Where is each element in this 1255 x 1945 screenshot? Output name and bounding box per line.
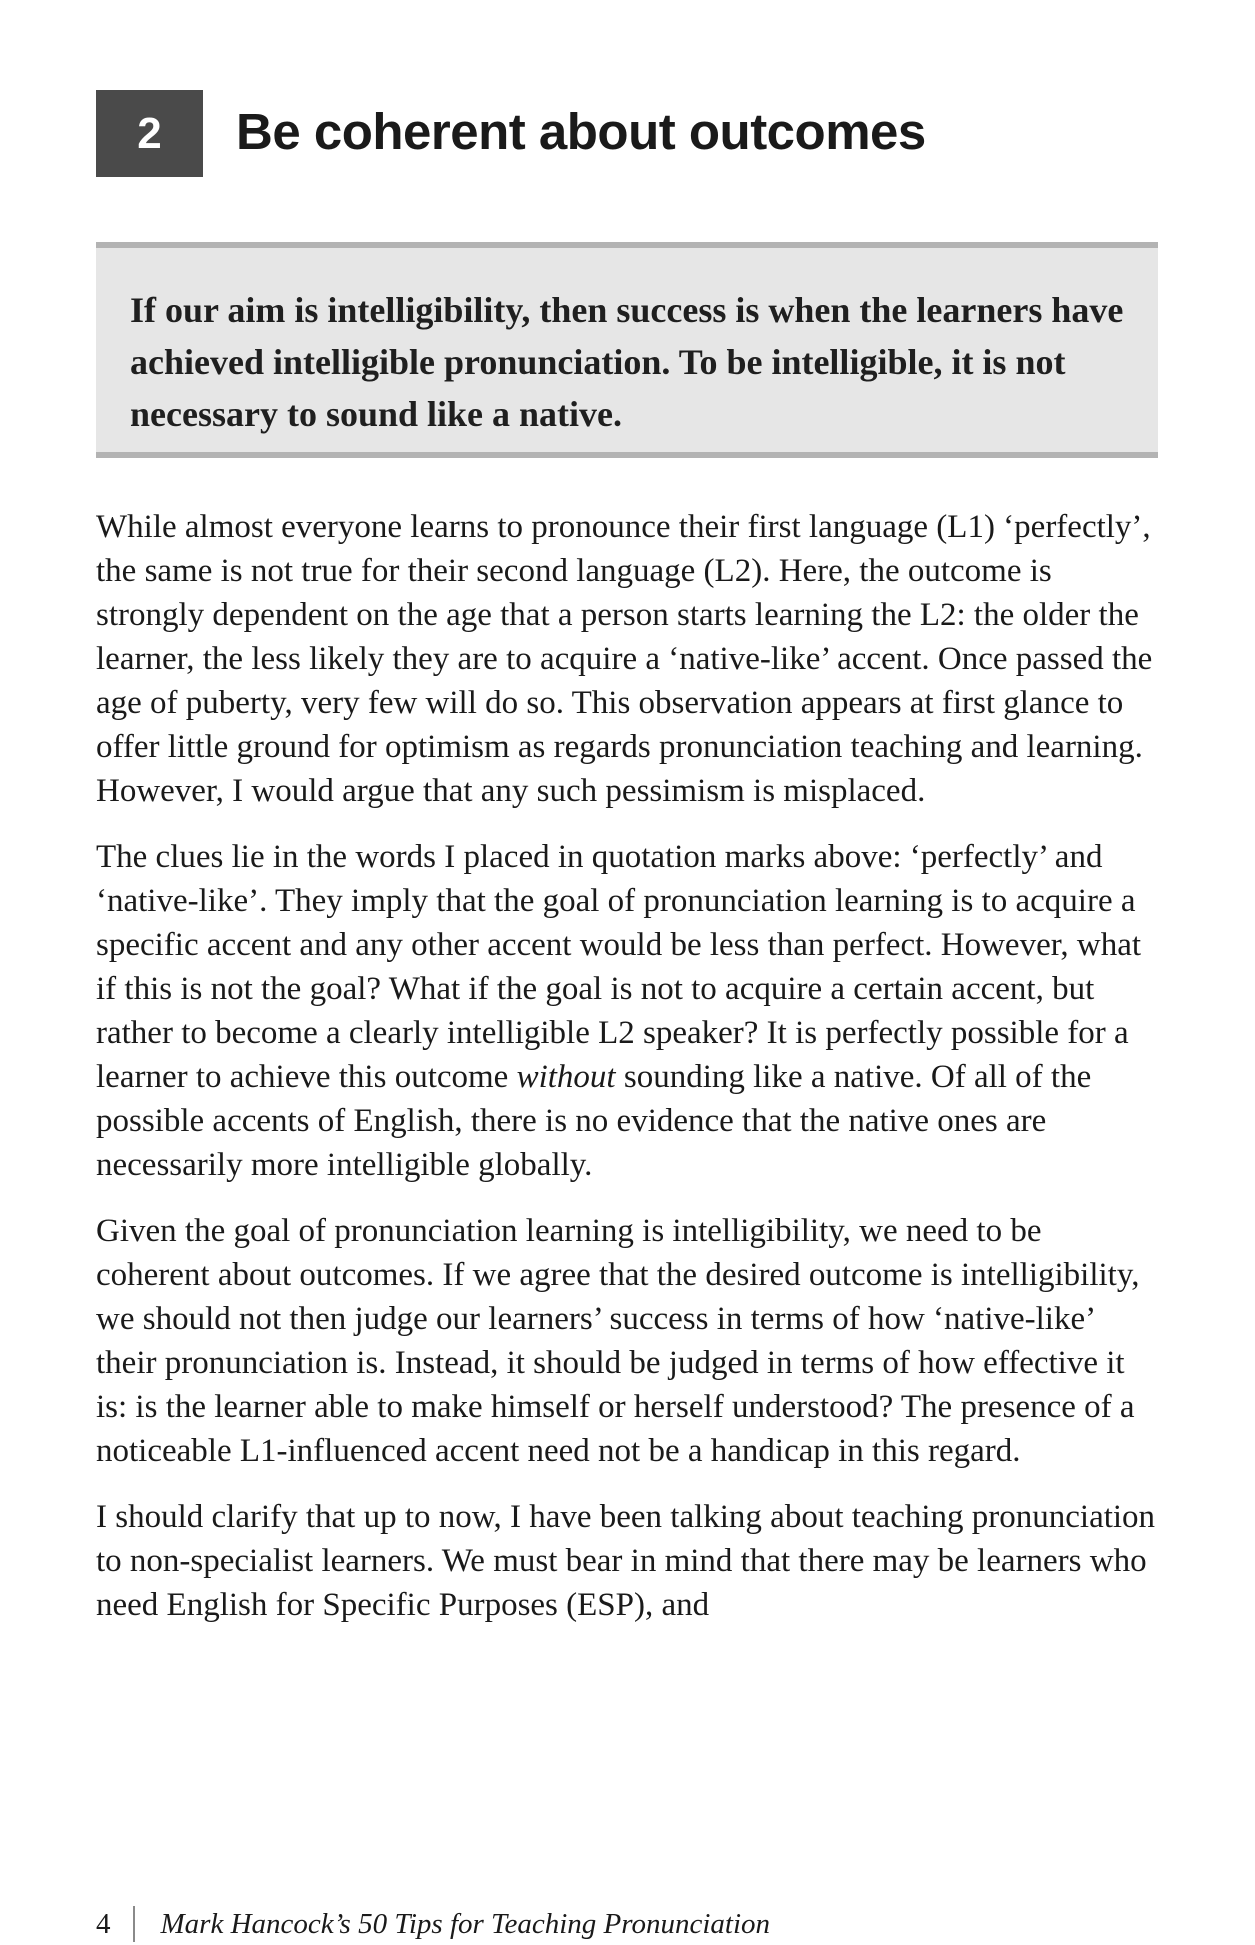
paragraph-4: I should clarify that up to now, I have been talking about teaching pronunciation to non-specialist learners. We must bear in mind that there may be learners who need English for Specific Purposes (ESP), and xyxy=(96,1499,1156,1623)
paragraph-2 xyxy=(96,835,1158,1187)
paragraph-2-part-1: The clues lie in the words I placed in quotation marks above: ‘perfectly’ and ‘native-like’. They imply that the goal of pronunciation learning is to acquire a specific accent and any other accent would be less than perfect. However, what if this is not the goal? What if the goal is not to acquire a certain accent, but rather to become a clearly intelligible L2 speaker? It is perfectly possible for a learner to achieve this outcome xyxy=(96,839,1142,1095)
page-number: 4 xyxy=(96,1907,111,1940)
body-text xyxy=(96,505,1158,1649)
paragraph-1: While almost everyone learns to pronounce their first language (L1) ‘perfectly’, the same is not true for their second language (L2). Here, the outcome is strongly dependent on the age that a person starts learning the L2: the older the learner, the less likely they are to acquire a ‘native-like’ accent. Once passed the age of puberty, very few will do so. This observation appears at first glance to offer little ground for optimism as regards pronunciation teaching and learning. However, I would argue that any such pessimism is misplaced. xyxy=(96,509,1153,809)
paragraph-3: Given the goal of pronunciation learning is intelligibility, we need to be coherent about outcomes. If we agree that the desired outcome is intelligibility, we should not then judge our learners’ success in terms of how ‘native-like’ their pronunciation is. Instead, it should be judged in terms of how effective it is: is the learner able to make himself or herself understood? The presence of a noticeable L1-influenced accent need not be a handicap in this regard. xyxy=(96,1213,1140,1469)
key-point-box xyxy=(96,242,1158,458)
book-title: Mark Hancock’s 50 Tips for Teaching Pronunciation xyxy=(160,1907,771,1940)
paragraph-2-part-2: sounding like a native. Of all of the possible accents of English, there is no evidence that the native ones are necessarily more intelligible globally. xyxy=(96,1059,1092,1183)
tip-title: Be coherent about outcomes xyxy=(236,103,926,160)
footer-divider xyxy=(133,1906,135,1942)
tip-number-badge: 2 xyxy=(96,90,203,177)
emphasis-without: without xyxy=(516,1059,616,1095)
page-footer xyxy=(96,1903,770,1945)
key-point-text: If our aim is intelligibility, then success is when the learners have achieved intelligible pronunciation. To be intelligible, it is not necessary to sound like a native. xyxy=(130,290,1124,434)
